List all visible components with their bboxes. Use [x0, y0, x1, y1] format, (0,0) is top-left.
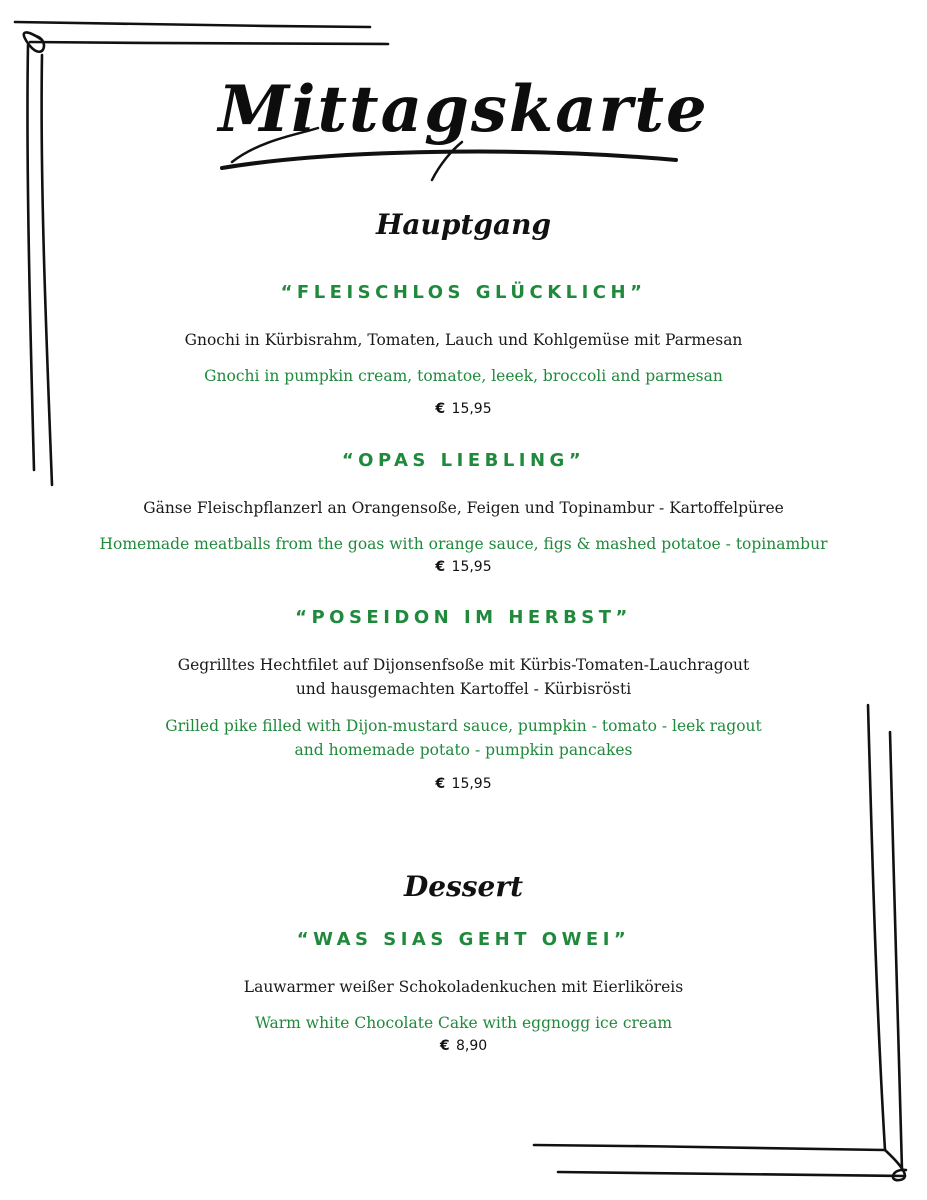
section-heading-main: Hauptgang: [375, 208, 552, 241]
dish-name: “OPAS LIEBLING”: [341, 450, 586, 471]
dish-description-en: Grilled pike filled with Dijon-mustard sauce, pumpkin - tomato - leek ragout: [165, 717, 762, 735]
dish-name: “WAS SIAS GEHT OWEI”: [296, 929, 631, 950]
dish-description-en: Gnochi in pumpkin cream, tomatoe, leeek, broccoli and parmesan: [204, 367, 723, 385]
currency-symbol: €: [439, 1038, 450, 1054]
dish-description-en: Warm white Chocolate Cake with eggnogg ice cream: [254, 1014, 673, 1032]
dish-name: “FLEISCHLOS GLÜCKLICH”: [280, 282, 647, 303]
dish-price: [0, 559, 927, 575]
dish-description-en: and homemade potato - pumpkin pancakes: [294, 741, 633, 759]
dish-price: [0, 776, 927, 792]
dish-description-de: Gegrilltes Hechtfilet auf Dijonsenfsoße mit Kürbis-Tomaten-Lauchragout: [177, 656, 750, 674]
price-value: 8,90: [456, 1038, 488, 1054]
dish-price: [0, 401, 927, 417]
dish-name: “POSEIDON IM HERBST”: [295, 607, 632, 628]
dish-description-en: Homemade meatballs from the goas with orange sauce, figs & mashed potatoe - topinambur: [99, 535, 828, 553]
price-value: 15,95: [451, 776, 492, 792]
currency-symbol: €: [435, 559, 446, 575]
menu-title: Mittagskarte: [218, 72, 709, 147]
dish-description-de: Lauwarmer weißer Schokoladenkuchen mit Eierliköreis: [243, 978, 684, 996]
dish-description-de: Gnochi in Kürbisrahm, Tomaten, Lauch und Kohlgemüse mit Parmesan: [184, 331, 743, 349]
price-value: 15,95: [451, 401, 492, 417]
price-value: 15,95: [451, 559, 492, 575]
dish-description-de: und hausgemachten Kartoffel - Kürbisrösti: [295, 680, 632, 698]
dish-description-de: Gänse Fleischpflanzerl an Orangensoße, Feigen und Topinambur - Kartoffelpüree: [143, 499, 784, 517]
dish-price: [0, 1038, 927, 1054]
section-heading-dessert: Dessert: [403, 870, 524, 903]
currency-symbol: €: [435, 401, 446, 417]
currency-symbol: €: [435, 776, 446, 792]
